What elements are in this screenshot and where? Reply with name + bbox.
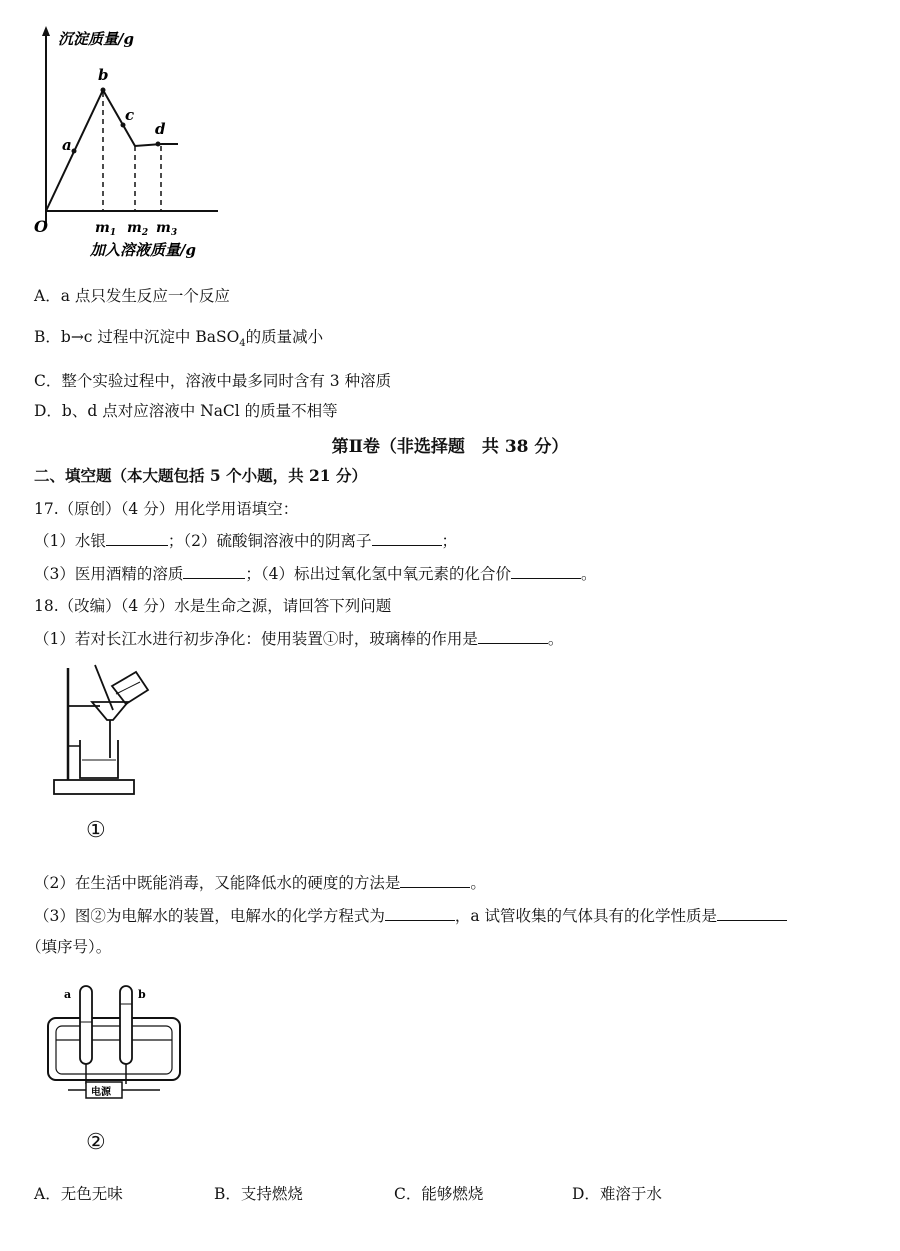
pour-beaker: [112, 672, 148, 704]
q18-p3a: （3）图②为电解水的装置，电解水的化学方程式为: [34, 907, 385, 925]
blank-1[interactable]: [106, 531, 168, 546]
option-b[interactable]: B．支持燃烧: [214, 1185, 303, 1203]
tick-m2: $m_2$: [127, 220, 149, 238]
point-d-label: d: [155, 120, 166, 138]
point-a-label: a: [62, 136, 72, 154]
filtration-apparatus: [50, 660, 150, 805]
choice-b-post: 的质量减小: [245, 328, 324, 346]
q17-l2a: （3）医用酒精的溶质: [34, 565, 184, 583]
tube-b: [120, 986, 132, 1064]
q18-p1: [34, 629, 563, 649]
blank-3[interactable]: [183, 564, 245, 579]
choice-a: A．a 点只发生反应一个反应: [34, 287, 230, 305]
tube-a-label: a: [64, 988, 72, 1001]
q17-line2: [34, 564, 597, 584]
glass-rod: [95, 665, 113, 710]
q18-p2: [34, 873, 486, 893]
q18-p3c: （填序号）。: [26, 938, 112, 956]
fig2-label: ②: [86, 1130, 106, 1155]
q17-stem: 17.（原创）（4 分）用化学用语填空：: [34, 500, 299, 518]
point-b-dot: [101, 88, 106, 93]
precipitate-graph: [28, 22, 248, 267]
choice-b-pre: B．b→c 过程中沉淀中 BaSO: [34, 328, 240, 346]
q17-l1b: ；（2）硫酸铜溶液中的阴离子: [167, 532, 372, 550]
q17-line1: [34, 531, 457, 551]
stand-base: [54, 780, 134, 794]
tube-b-label: b: [138, 988, 146, 1001]
recv-beaker: [80, 740, 118, 778]
point-d-dot: [156, 142, 161, 147]
y-axis-label: 沉淀质量/g: [58, 30, 134, 48]
q18-p3b: ，a 试管收集的气体具有的化学性质是: [454, 907, 718, 925]
q18-p1a: （1）若对长江水进行初步净化：使用装置①时，玻璃棒的作用是: [34, 630, 478, 648]
q17-l1a: （1）水银: [34, 532, 106, 550]
option-c[interactable]: C．能够燃烧: [394, 1185, 484, 1203]
section-title: 第Ⅱ卷（非选择题 共 38 分）: [331, 437, 569, 457]
choice-d: D．b、d 点对应溶液中 NaCl 的质量不相等: [34, 402, 338, 420]
origin-label: O: [34, 217, 48, 236]
fig1-label: ①: [86, 818, 106, 843]
choice-c: C．整个实验过程中，溶液中最多同时含有 3 种溶质: [34, 372, 392, 390]
q18-p1b: 。: [547, 630, 564, 648]
option-a[interactable]: A．无色无味: [34, 1185, 123, 1203]
x-axis-label: 加入溶液质量/g: [90, 241, 196, 259]
point-a-dot: [72, 149, 77, 154]
blank-7[interactable]: [385, 906, 455, 921]
blank-4[interactable]: [511, 564, 581, 579]
q18-p2b: 。: [470, 874, 486, 892]
point-c-label: c: [125, 106, 135, 124]
trough-inner: [56, 1026, 172, 1074]
tube-a: [80, 986, 92, 1064]
electrolysis-apparatus: [44, 978, 194, 1108]
trough: [48, 1018, 180, 1080]
q17-l2b: ；（4）标出过氧化氢中氧元素的化合价: [245, 565, 511, 583]
q17-l2c: 。: [581, 565, 597, 583]
q17-l1c: ；: [441, 532, 458, 550]
choice-b-sub: 4: [239, 338, 246, 350]
power-label: 电源: [91, 1087, 111, 1098]
q18-stem: 18.（改编）（4 分）水是生命之源，请回答下列问题: [34, 597, 392, 615]
option-d[interactable]: D．难溶于水: [572, 1185, 662, 1203]
blank-8[interactable]: [717, 906, 787, 921]
q18-p2a: （2）在生活中既能消毒，又能降低水的硬度的方法是: [34, 874, 401, 892]
tick-m3: $m_3$: [156, 220, 178, 238]
part2-heading: 二、填空题（本大题包括 5 个小题，共 21 分）: [34, 466, 367, 485]
blank-5[interactable]: [478, 629, 548, 644]
q18-p3: [34, 906, 787, 926]
tick-m1: $m_1$: [95, 220, 117, 238]
y-axis-arrow: [42, 26, 50, 36]
blank-6[interactable]: [400, 873, 470, 888]
blank-2[interactable]: [372, 531, 442, 546]
choice-b: [34, 327, 323, 354]
point-b-label: b: [98, 66, 109, 84]
